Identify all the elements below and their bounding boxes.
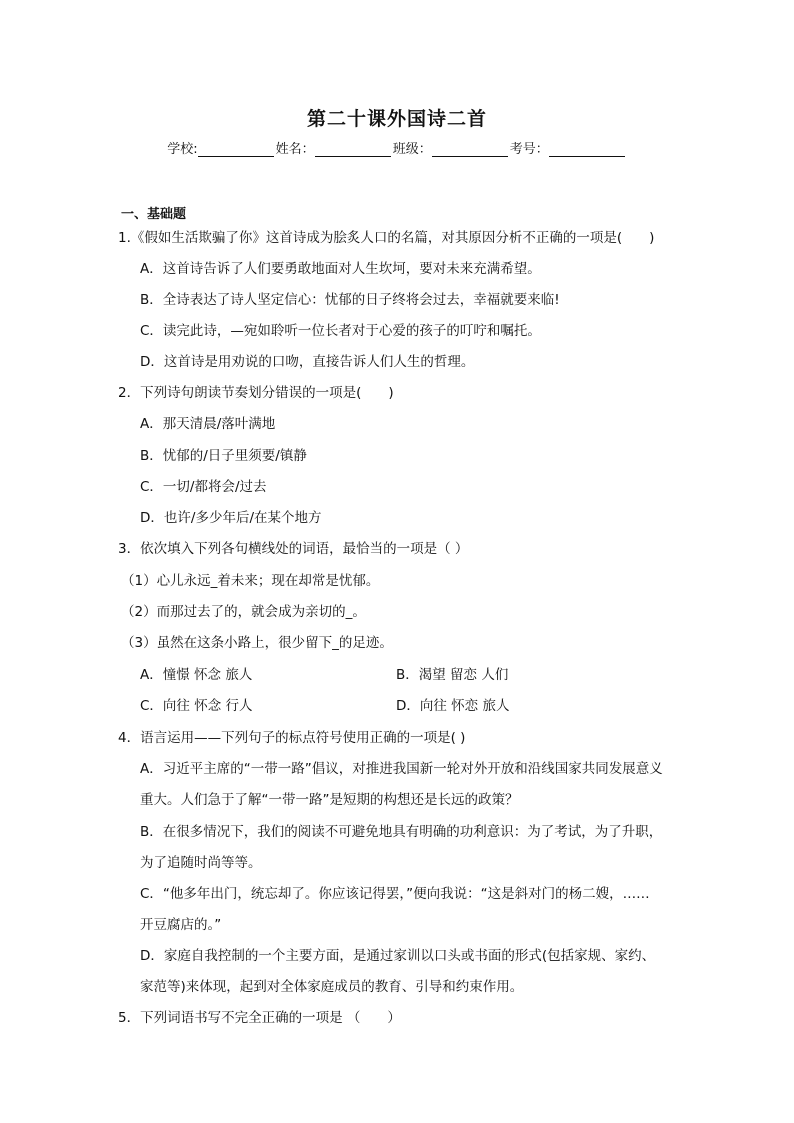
question-2-stem: 2．下列诗句朗读节奏划分错误的一项是( )	[118, 385, 394, 401]
question-1-option-a: A．这首诗告诉了人们要勇敢地面对人生坎坷，要对未来充满希望。	[140, 261, 541, 277]
question-1-option-b: B．全诗表达了诗人坚定信心：忧郁的日子终将会过去，幸福就要来临!	[140, 292, 560, 308]
question-4-option-a-line-2: 重大。人们急于了解“一带一路”是短期的构想还是长远的政策？	[140, 792, 519, 808]
question-4-option-a-line-1: A．习近平主席的“一带一路”倡议，对推进我国新一轮对外开放和沿线国家共同发展意义	[140, 761, 663, 777]
question-1-option-c: C．读完此诗，—宛如聆听一位长者对于心爱的孩子的叮咛和嘱托。	[140, 323, 541, 339]
question-5-stem: 5．下列词语书写不完全正确的一项是 （ ）	[118, 1010, 401, 1026]
question-2-option-c: C．一切/都将会/过去	[140, 479, 267, 495]
question-3-option-a: A．憧憬 怀念 旅人	[140, 667, 253, 683]
question-2-option-d: D．也许/多少年后/在某个地方	[140, 510, 322, 526]
student-info-line	[0, 138, 794, 157]
class-label: 班级：	[392, 142, 432, 157]
question-4-option-b-line-2: 为了追随时尚等等。	[140, 855, 262, 871]
question-3-option-d: D．向往 怀恋 旅人	[396, 698, 510, 714]
page-title: 第二十课外国诗二首	[306, 108, 487, 130]
exam-number-blank	[549, 142, 625, 157]
exam-number-label: 考号：	[509, 142, 549, 157]
school-label: 学校:	[167, 142, 198, 157]
question-3-sentence-3: （3）虽然在这条小路上，很少留下_的足迹。	[121, 635, 393, 651]
question-3-option-b: B．渴望 留恋 人们	[396, 667, 509, 683]
section-heading: 一、基础题	[121, 207, 187, 222]
question-4-option-b-line-1: B．在很多情况下，我们的阅读不可避免地具有明确的功利意识：为了考试，为了升职，	[140, 824, 663, 840]
class-blank	[432, 142, 508, 157]
question-4-option-c-line-1: C．“他多年出门，统忘却了。你应该记得罢，”便向我说：“这是斜对门的杨二嫂，……	[140, 886, 650, 902]
question-4-option-d-line-2: 家范等)来体现，起到对全体家庭成员的教育、引导和约束作用。	[140, 979, 524, 995]
name-blank	[315, 142, 391, 157]
question-2-option-a: A．那天清晨/落叶满地	[140, 416, 276, 432]
name-label: 姓名：	[275, 142, 315, 157]
question-4-option-d-line-1: D．家庭自我控制的一个主要方面，是通过家训以口头或书面的形式(包括家规、家约、	[140, 948, 656, 964]
question-3-stem: 3．依次填入下列各句横线处的词语，最恰当的一项是（ ）	[118, 541, 469, 557]
school-blank	[198, 142, 274, 157]
question-4-stem: 4．语言运用——下列句子的标点符号使用正确的一项是( )	[118, 730, 466, 746]
question-3-option-c: C．向往 怀念 行人	[140, 698, 253, 714]
question-1-option-d: D．这首诗是用劝说的口吻，直接告诉人们人生的哲理。	[140, 354, 475, 370]
question-2-option-b: B．忧郁的/日子里须要/镇静	[140, 448, 307, 464]
question-3-sentence-1: （1）心儿永远_着未来；现在却常是忧郁。	[121, 573, 380, 589]
question-4-option-c-line-2: 开豆腐店的。”	[140, 917, 222, 933]
question-1-stem: 1.《假如生活欺骗了你》这首诗成为脍炙人口的名篇，对其原因分析不正确的一项是( )	[118, 230, 655, 246]
question-3-sentence-2: （2）而那过去了的，就会成为亲切的_。	[121, 604, 366, 620]
